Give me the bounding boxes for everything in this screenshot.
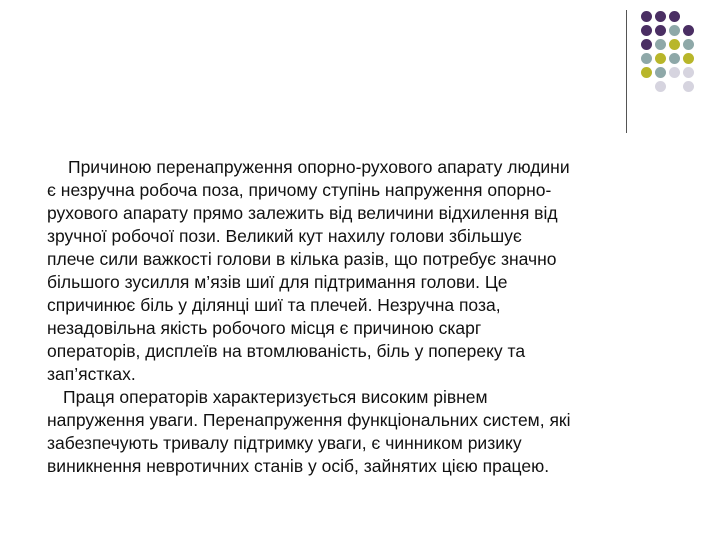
decorative-dot [669,39,680,50]
decorative-dot [655,67,666,78]
decorative-dot [669,53,680,64]
decorative-dot [683,53,694,64]
text-line: операторів, дисплеїв на втомлюваність, біль у попереку та [47,341,526,361]
decorative-dot-grid [0,0,720,120]
decorative-dot [641,25,652,36]
decorative-dot [669,67,680,78]
vertical-divider-line [626,10,627,133]
text-line: Причиною перенапруження опорно-рухового апарату людини [68,157,570,177]
text-line: є незручна робоча поза, причому ступінь напруження опорно- [47,180,552,200]
decorative-dot [655,39,666,50]
text-line: плече сили важкості голови в кілька разів, що потребує значно [47,249,557,269]
decorative-dot [655,25,666,36]
decorative-dot [655,53,666,64]
decorative-dot [641,53,652,64]
decorative-dot [655,81,666,92]
text-line: рухового апарату прямо залежить від величини відхилення від [47,203,558,223]
decorative-dot [641,67,652,78]
text-line: Праця операторів характеризується високим рівнем [63,387,488,407]
text-line: незадовільна якість робочого місця є причиною скарг [47,318,482,338]
text-line: забезпечують тривалу підтримку уваги, є чинником ризику [47,433,522,453]
text-line: зап’ястках. [47,364,136,384]
paragraph-2 [47,386,687,478]
text-line: більшого зусилля м’язів шиї для підтримання голови. Це [47,272,508,292]
decorative-dot [683,25,694,36]
text-line: спричинює біль у ділянці шиї та плечей. Незручна поза, [47,295,501,315]
slide-body-text [47,156,687,478]
decorative-dot [683,81,694,92]
decorative-dot [669,11,680,22]
decorative-dot [655,11,666,22]
decorative-dot [683,39,694,50]
text-line: виникнення невротичних станів у осіб, зайнятих цією працею. [47,456,550,476]
paragraph-1 [47,156,687,386]
decorative-dot [641,11,652,22]
decorative-dot [683,67,694,78]
text-line: зручної робочої пози. Великий кут нахилу голови збільшує [47,226,522,246]
text-line: напруження уваги. Перенапруження функціональних систем, які [47,410,571,430]
decorative-dot [641,39,652,50]
decorative-dot [669,25,680,36]
